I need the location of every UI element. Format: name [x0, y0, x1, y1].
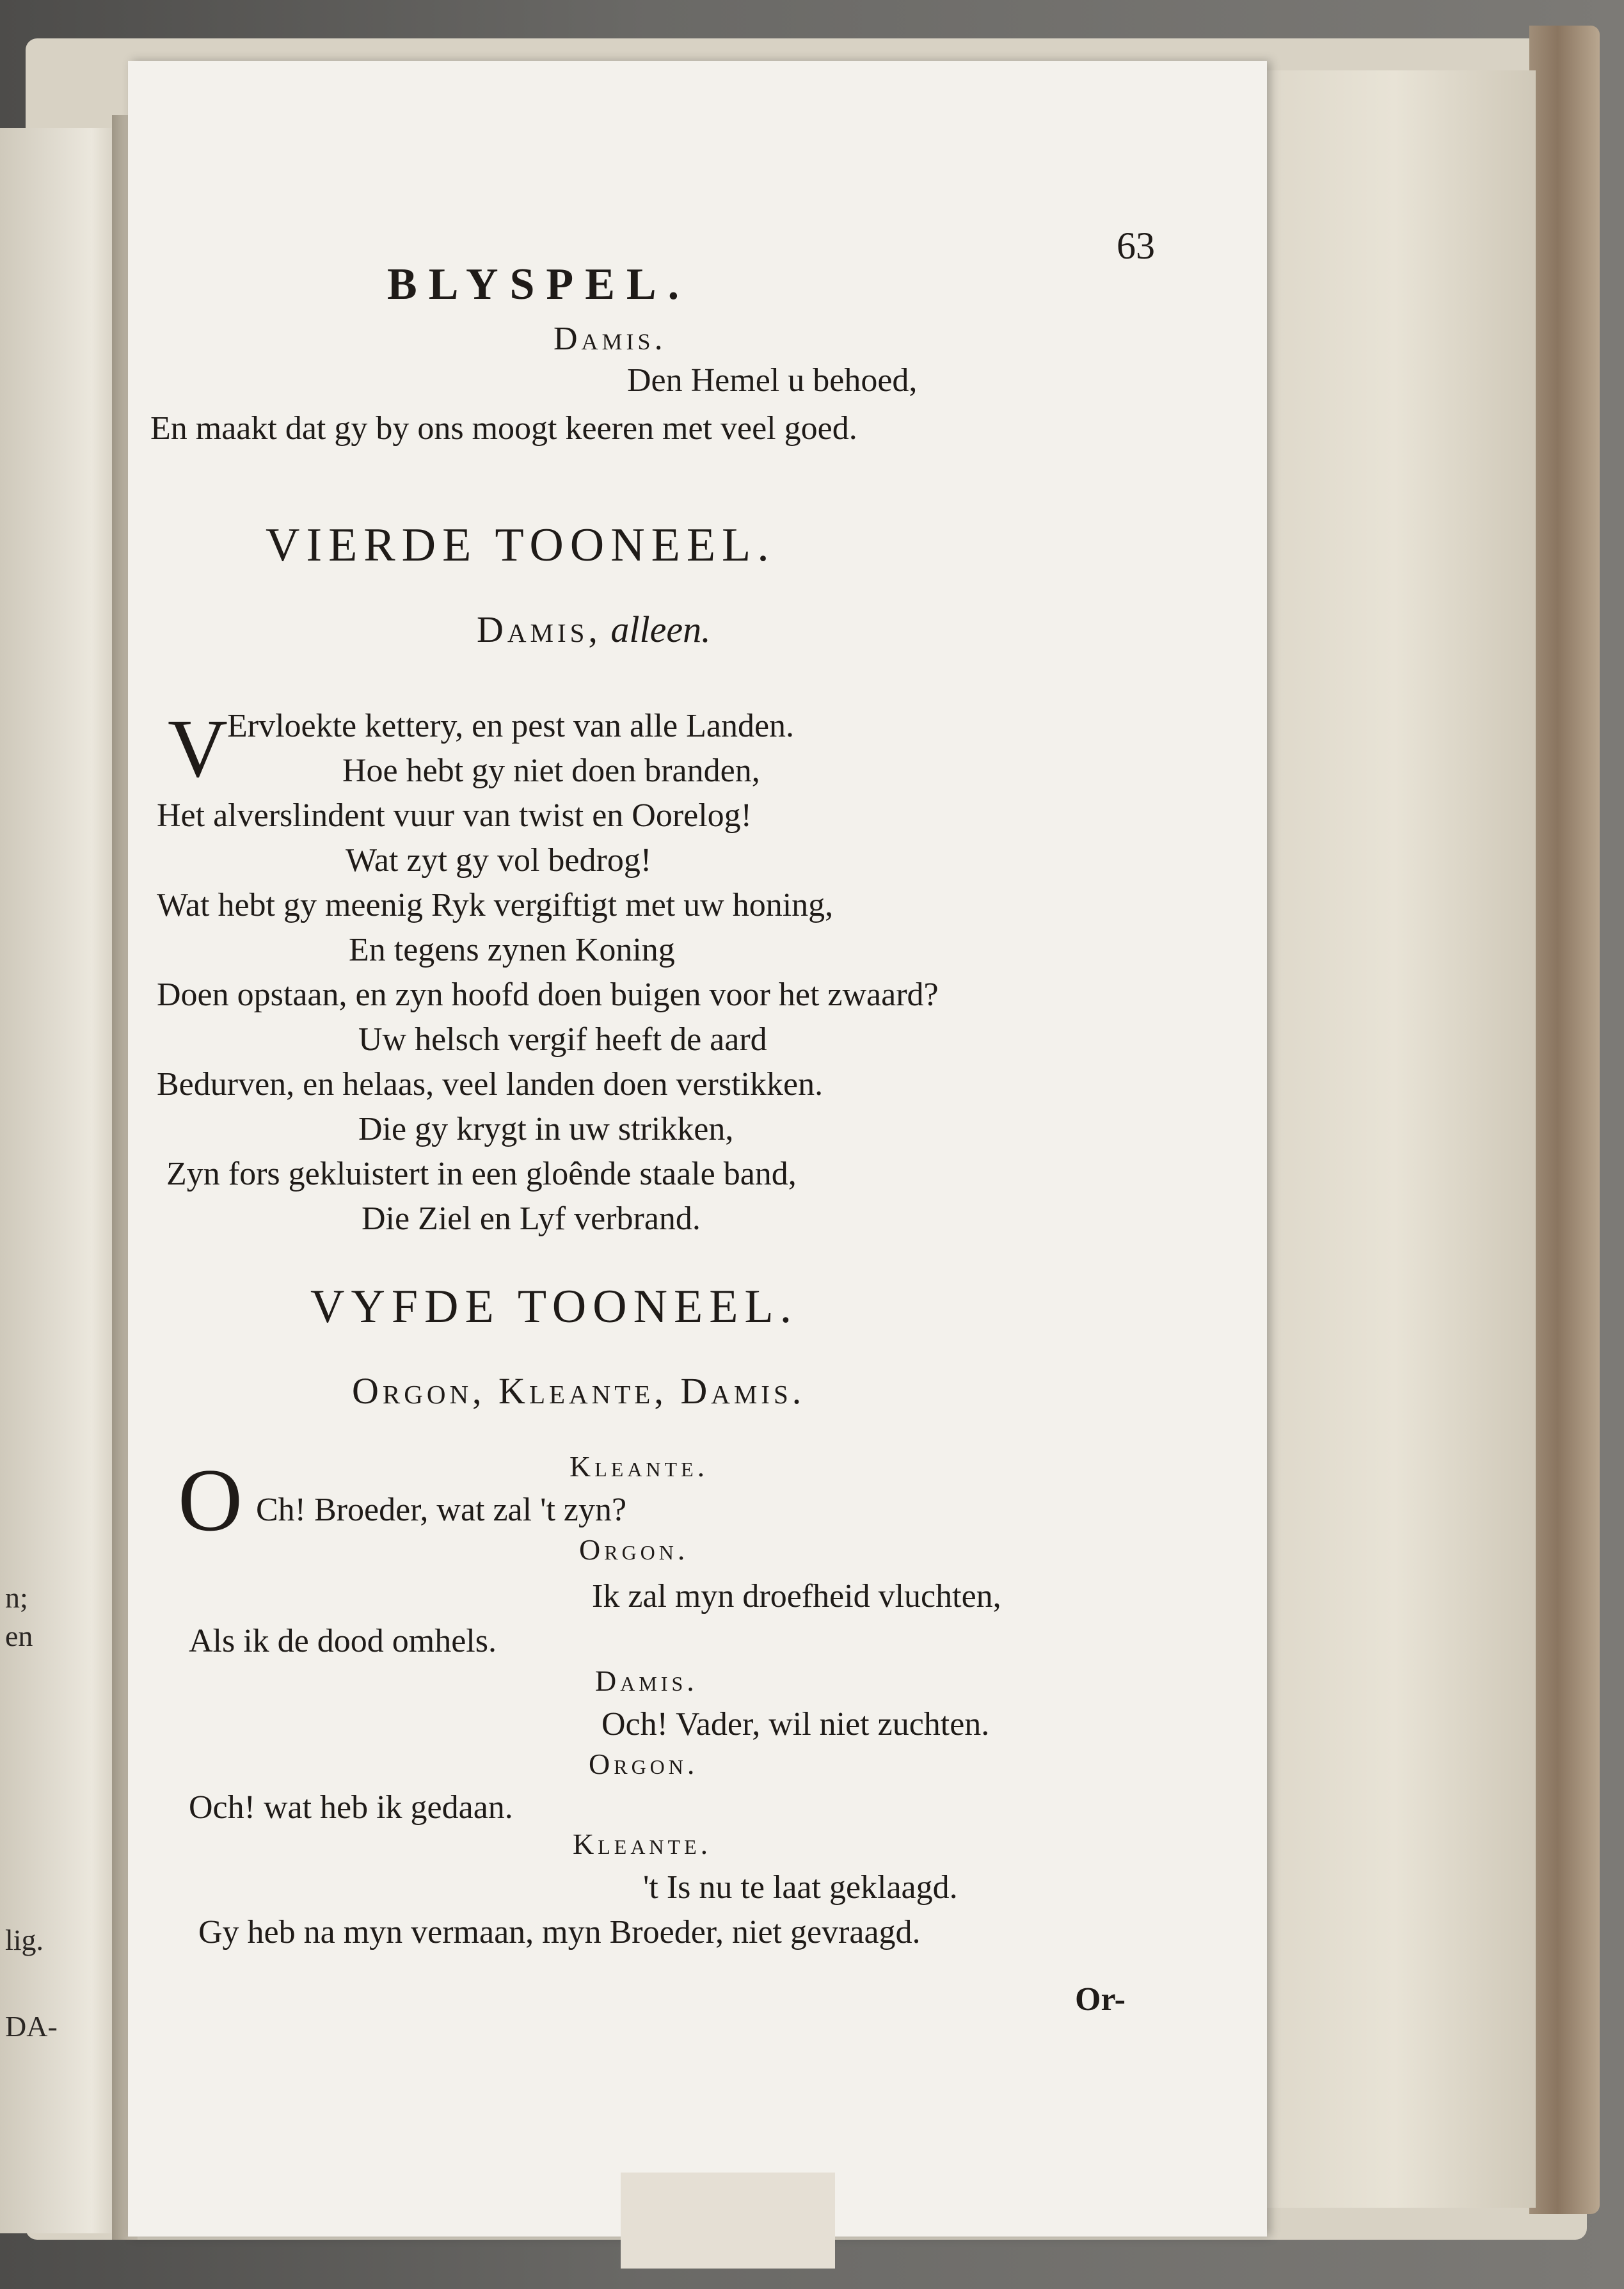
verse-line: Ch! Broeder, wat zal 't zyn?	[256, 1492, 627, 1528]
left-page-fragment: DA-	[5, 2010, 58, 2043]
left-page-fragment: lig.	[5, 1924, 44, 1956]
drop-cap: V	[168, 703, 228, 795]
speaker-name: Kleante.	[569, 1450, 709, 1483]
verse-line: Het alverslindent vuur van twist en Oorelog!	[157, 797, 752, 834]
book-cover-edge	[1529, 26, 1600, 2214]
verse-line: Wat zyt gy vol bedrog!	[346, 842, 652, 879]
book-page	[128, 61, 1267, 2237]
page-edges	[1254, 70, 1536, 2208]
verse-line: En maakt dat gy by ons moogt keeren met veel goed.	[150, 410, 857, 447]
scene-cast: Orgon, Kleante, Damis.	[352, 1370, 806, 1412]
speaker-name: Kleante.	[573, 1828, 712, 1860]
verse-line: Die Ziel en Lyf verbrand.	[362, 1200, 701, 1237]
verse-line: Ik zal myn droefheid vluchten,	[592, 1578, 1001, 1615]
left-page-fragment: n;	[5, 1581, 28, 1614]
cast-name: Damis,	[477, 609, 601, 650]
drop-cap: O	[178, 1451, 243, 1550]
verse-line: Och! wat heb ik gedaan.	[189, 1789, 513, 1826]
verse-line: 't Is nu te laat geklaagd.	[643, 1869, 958, 1906]
verse-line: Den Hemel u behoed,	[627, 362, 918, 399]
verse-line: Gy heb na myn vermaan, myn Broeder, niet gevraagd.	[198, 1914, 921, 1950]
verse-line: Hoe hebt gy niet doen branden,	[342, 753, 760, 789]
verse-line: Als ik de dood omhels.	[189, 1623, 497, 1659]
verse-line: Wat hebt gy meenig Ryk vergiftigt met uw honing,	[157, 887, 834, 923]
running-head: BLYSPEL.	[387, 260, 691, 309]
pasted-label	[621, 2173, 835, 2269]
verse-line: Bedurven, en helaas, veel landen doen verstikken.	[157, 1066, 824, 1103]
scene-title: VIERDE TOONEEL.	[266, 519, 776, 571]
speaker-name: Damis.	[595, 1664, 698, 1697]
verse-line: Och! Vader, wil niet zuchten.	[601, 1706, 990, 1743]
page-number: 63	[1117, 225, 1155, 267]
speaker-name: Damis.	[553, 321, 667, 357]
verse-line: Die gy krygt in uw strikken,	[358, 1111, 734, 1147]
scene-title: VYFDE TOONEEL.	[310, 1280, 799, 1333]
speaker-name: Orgon.	[579, 1533, 689, 1566]
verse-line: En tegens zynen Koning	[349, 932, 675, 968]
verse-line: Doen opstaan, en zyn hoofd doen buigen voor het zwaard?	[157, 977, 939, 1013]
catchword: Or-	[1075, 1981, 1126, 2018]
speaker-name: Orgon.	[589, 1748, 699, 1780]
scene-cast	[477, 608, 711, 651]
left-page-fragment: en	[5, 1620, 33, 1652]
verse-line: Ervloekte kettery, en pest van alle Landen.	[227, 708, 795, 744]
verse-line: Uw helsch vergif heeft de aard	[358, 1021, 767, 1058]
verse-line: Zyn fors gekluistert in een gloênde staale band,	[166, 1156, 797, 1192]
cast-note: alleen.	[610, 609, 711, 650]
